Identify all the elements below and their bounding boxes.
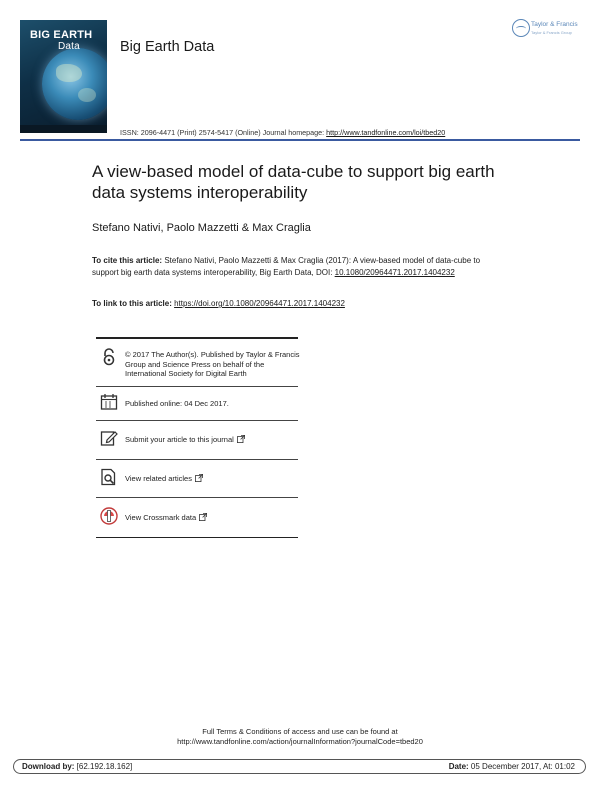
view-related-articles-link[interactable] [125, 474, 300, 484]
related-articles-label: View related articles [125, 474, 192, 483]
related-row[interactable] [96, 460, 298, 498]
submit-article-link[interactable] [125, 435, 300, 445]
license-row [96, 337, 298, 387]
publisher-tagline: Taylor & Francis Group [531, 30, 572, 35]
publisher-logo-icon [512, 19, 530, 37]
submit-article-label: Submit your article to this journal [125, 435, 234, 444]
article-info-box [96, 337, 298, 538]
earth-globe-graphic [42, 48, 107, 120]
license-text: © 2017 The Author(s). Published by Taylor & Francis Group and Science Press on behalf of the International Society for Digital Earth [125, 350, 300, 378]
cite-label: To cite this article: [92, 256, 163, 265]
download-info-bar [13, 759, 586, 774]
external-link-icon [195, 474, 203, 482]
cover-title-line2: Data [58, 41, 80, 52]
open-access-lock-icon [100, 348, 118, 366]
published-date-text: Published online: 04 Dec 2017. [125, 399, 229, 408]
external-link-icon [237, 435, 245, 443]
citation-block [92, 255, 492, 279]
terms-url[interactable]: http://www.tandfonline.com/action/journalInformation?journalCode=tbed20 [177, 737, 423, 746]
cover-bottom-strip [20, 125, 107, 133]
journal-cover-image [20, 20, 107, 133]
publisher-name: Taylor & Francis [531, 21, 578, 28]
external-link-icon [199, 513, 207, 521]
downloaded-by [22, 762, 132, 771]
article-link-block [92, 299, 512, 308]
link-label: To link to this article: [92, 299, 175, 308]
header-divider [20, 139, 580, 141]
article-authors: Stefano Nativi, Paolo Mazzetti & Max Craglia [92, 222, 311, 234]
related-articles-search-icon [100, 468, 118, 486]
edit-pencil-icon [100, 429, 118, 447]
crossmark-icon [100, 507, 118, 525]
cover-title-line1: BIG EARTH [30, 29, 93, 41]
download-date [449, 762, 575, 771]
crossmark-row[interactable] [96, 498, 298, 538]
journal-name: Big Earth Data [120, 39, 215, 55]
article-title: A view-based model of data-cube to support big earth data systems interoperability [92, 162, 495, 202]
terms-line1: Full Terms & Conditions of access and use can be found at [202, 727, 398, 736]
submit-row[interactable] [96, 421, 298, 460]
calendar-icon [100, 393, 118, 411]
downloaded-by-label: Download by: [22, 762, 75, 771]
download-date-value: 05 December 2017, At: 01:02 [468, 762, 575, 771]
cite-doi-link[interactable]: 10.1080/20964471.2017.1404232 [334, 268, 455, 277]
issn-line [120, 128, 445, 137]
article-doi-link[interactable]: https://doi.org/10.1080/20964471.2017.1404232 [174, 299, 345, 308]
cite-text: Stefano Nativi, Paolo Mazzetti & Max Craglia (2017): A view-based model of data-cube to support big earth data systems interoperability, Big Earth Data, DOI: [92, 256, 481, 277]
publisher-logo [512, 19, 584, 41]
download-date-label: Date: [448, 762, 469, 771]
downloaded-by-value: [62.192.18.162] [74, 762, 133, 771]
issn-text: ISSN: 2096-4471 (Print) 2574-5417 (Online) Journal homepage: [120, 128, 327, 137]
view-crossmark-link[interactable] [125, 513, 300, 523]
crossmark-label: View Crossmark data [125, 513, 197, 522]
terms-and-conditions [0, 727, 600, 747]
cover-title [30, 30, 107, 52]
published-row [96, 387, 298, 421]
journal-homepage-link[interactable]: http://www.tandfonline.com/loi/tbed20 [326, 128, 446, 137]
